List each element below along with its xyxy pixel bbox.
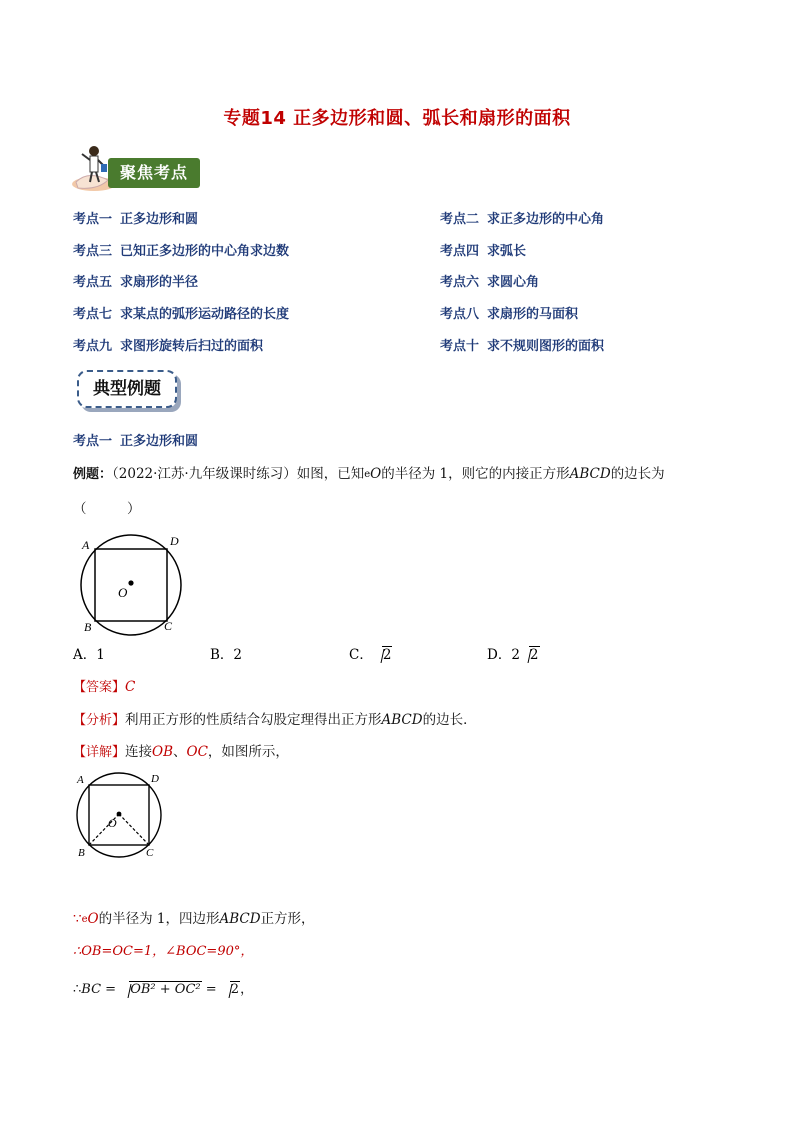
proof-line-2: ∴OB=OC=1，∠BOC=90°， xyxy=(73,944,254,959)
section-heading: 考点一 正多边形和圆 xyxy=(73,434,199,449)
kaodian-item-1: 考点一 正多边形和圆 xyxy=(73,212,199,227)
answer-blank: （ ） xyxy=(73,501,141,517)
circle-square-figure xyxy=(74,532,196,638)
focus-banner-label: 聚焦考点 xyxy=(108,158,200,188)
kaodian-item-2: 考点二 求正多边形的中心角 xyxy=(440,212,605,227)
label2-c: C xyxy=(146,847,154,858)
label2-a: A xyxy=(77,774,84,786)
focus-banner xyxy=(68,142,204,194)
example-badge-label: 典型例题 xyxy=(77,370,177,408)
kaodian-item-5: 考点五 求扇形的半径 xyxy=(73,275,199,290)
kaodian-item-9: 考点九 求图形旋转后扫过的面积 xyxy=(73,339,264,354)
proof-line-3: ∴BC = OB² + OC² = 2， xyxy=(73,982,254,997)
example-badge xyxy=(77,370,181,412)
kaodian-item-4: 考点四 求弧长 xyxy=(440,244,527,259)
option-a: A．1 xyxy=(73,647,105,663)
answer-line: 【答案】C xyxy=(73,679,136,695)
circle-square-figure-2 xyxy=(74,772,166,858)
label-c: C xyxy=(164,619,173,633)
label-b: B xyxy=(84,620,92,634)
kaodian-item-10: 考点十 求不规则图形的面积 xyxy=(440,339,605,354)
kaodian-item-8: 考点八 求扇形的马面积 xyxy=(440,307,579,322)
kaodian-item-6: 考点六 求圆心角 xyxy=(440,275,540,290)
label-a: A xyxy=(82,538,90,552)
option-c: C． 2 xyxy=(349,647,392,663)
analysis-line: 【分析】利用正方形的性质结合勾股定理得出正方形ABCD的边长． xyxy=(73,712,477,728)
label2-o: O xyxy=(108,816,117,830)
label-o: O xyxy=(118,585,128,600)
option-b: B．2 xyxy=(210,647,243,663)
proof-line-1: ∵eO的半径为 1，四边形ABCD正方形， xyxy=(73,911,315,927)
kaodian-item-7: 考点七 求某点的弧形运动路径的长度 xyxy=(73,307,290,322)
label2-b: B xyxy=(78,847,85,858)
question-text: 例题：（2022·江苏·九年级课时练习）如图，已知eO的半径为 1，则它的内接正方形ABCD的边长为 xyxy=(73,466,665,482)
label2-d: D xyxy=(151,773,159,785)
label-d: D xyxy=(170,534,179,548)
kaodian-item-3: 考点三 已知正多边形的中心角求边数 xyxy=(73,244,290,259)
option-d: D．2 2 xyxy=(487,647,539,663)
detail-line: 【详解】连接OB、OC，如图所示， xyxy=(73,744,289,760)
page-title: 专题14 正多边形和圆、弧长和扇形的面积 xyxy=(223,108,571,129)
